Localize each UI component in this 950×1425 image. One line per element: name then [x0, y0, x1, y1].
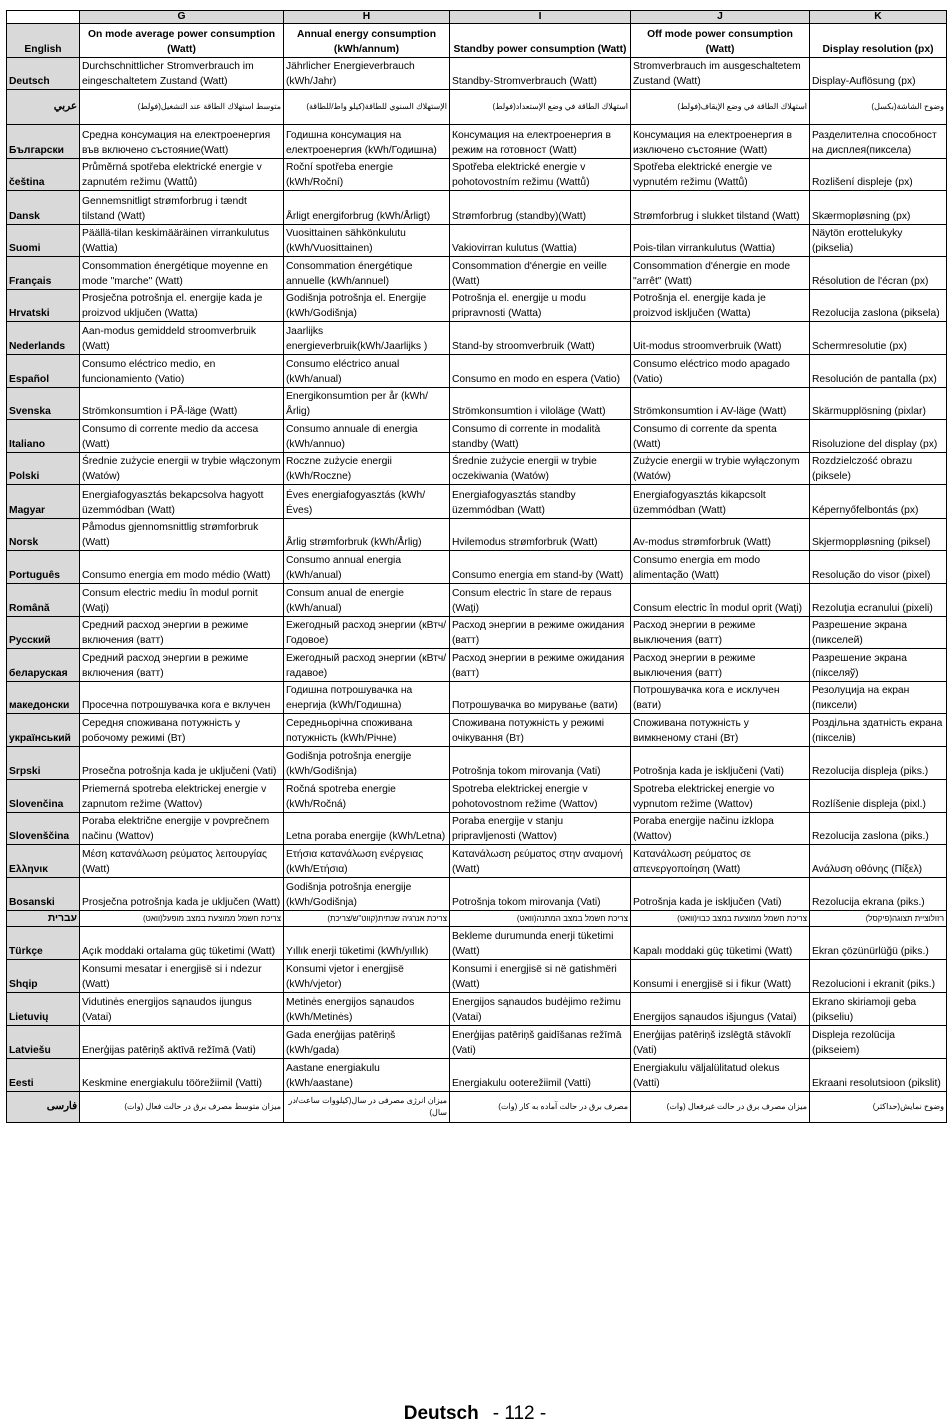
- table-cell: Näytön erottelukyky (pikselia): [810, 225, 947, 257]
- table-cell: Rozlíšenie displeja (pixl.): [810, 780, 947, 813]
- table-row: [7, 355, 947, 388]
- column-header: Standby power consumption (Watt): [450, 24, 631, 58]
- table-row: [7, 813, 947, 845]
- table-cell: Резолуција на екран (пиксели): [810, 682, 947, 714]
- language-label: Shqip: [7, 960, 80, 993]
- table-cell: Середня споживана потужність у робочому режимі (Вт): [80, 714, 284, 747]
- table-cell: Aastane energiakulu (kWh/aastane): [284, 1059, 450, 1092]
- language-label: Română: [7, 584, 80, 617]
- table-cell: Spotreba elektrickej energie v pohotovostnom režime (Wattov): [450, 780, 631, 813]
- table-cell: Średnie zużycie energii w trybie włączonym (Watów): [80, 453, 284, 485]
- language-label: Norsk: [7, 519, 80, 551]
- table-cell: Skærmopløsning (px): [810, 191, 947, 225]
- table-cell: Kapalı moddaki güç tüketimi (Watt): [631, 927, 810, 960]
- table-cell: Enerģijas patēriņš aktīvā režīmā (Vati): [80, 1026, 284, 1059]
- table-row: [7, 290, 947, 322]
- table-cell: Stromverbrauch im ausgeschaltetem Zustand (Watt): [631, 58, 810, 90]
- language-label: Български: [7, 125, 80, 159]
- table-cell: Расход энергии в режиме ожидания (ватт): [450, 649, 631, 682]
- table-row: [7, 58, 947, 90]
- table-cell: Consum electric în stare de repaus (Waţi): [450, 584, 631, 617]
- table-cell: Ежегодный расход энергии (кВтч/Годовое): [284, 617, 450, 649]
- table-cell: Consumo eléctrico modo apagado (Vatio): [631, 355, 810, 388]
- table-cell: میزان مصرف برق در حالت غیرفعال (وات): [631, 1092, 810, 1123]
- table-cell: Metinės energijos sąnaudos (kWh/Metinės): [284, 993, 450, 1026]
- column-header: Annual energy consumption (kWh/annum): [284, 24, 450, 58]
- language-label: Deutsch: [7, 58, 80, 90]
- table-row: [7, 159, 947, 191]
- table-cell: Vakiovirran kulutus (Wattia): [450, 225, 631, 257]
- table-cell: Consumo eléctrico anual (kWh/anual): [284, 355, 450, 388]
- table-cell: Consumo di corrente medio da accesa (Watt): [80, 420, 284, 453]
- table-cell: Роздільна здатність екрана (пікселів): [810, 714, 947, 747]
- table-cell: Průměrná spotřeba elektrické energie v zapnutém režimu (Wattů): [80, 159, 284, 191]
- table-row: [7, 388, 947, 420]
- table-row: [7, 845, 947, 878]
- table-cell: Consumo energia em modo médio (Watt): [80, 551, 284, 584]
- table-cell: Prosečna potrošnja kada je uključeni (Vati): [80, 747, 284, 780]
- language-label: Magyar: [7, 485, 80, 519]
- table-cell: Energijos sąnaudos išjungus (Vatai): [631, 993, 810, 1026]
- table-cell: Vuosittainen sähkönkulutu (kWh/Vuosittainen): [284, 225, 450, 257]
- column-header: Display resolution (px): [810, 24, 947, 58]
- table-cell: Påmodus gjennomsnittlig strømforbruk (Watt): [80, 519, 284, 551]
- table-cell: Consumo en modo en espera (Vatio): [450, 355, 631, 388]
- table-cell: Jährlicher Energieverbrauch (kWh/Jahr): [284, 58, 450, 90]
- table-cell: Energiakulu väljalülitatud olekus (Vatti): [631, 1059, 810, 1092]
- table-cell: Stand-by stroomverbruik (Watt): [450, 322, 631, 355]
- table-cell: استهلاك الطاقة في وضع الإيقاف(فولط): [631, 90, 810, 125]
- table-cell: Schermresolutie (px): [810, 322, 947, 355]
- table-cell: Potrošnja kada je isključen (Vati): [631, 878, 810, 911]
- table-cell: Κατανάλωση ρεύματος σε απενεργοποίηση (Watt): [631, 845, 810, 878]
- table-cell: Ekran çözünürlüğü (piks.): [810, 927, 947, 960]
- table-cell: Consumo di corrente da spenta (Watt): [631, 420, 810, 453]
- table-cell: Energiafogyasztás standby üzemmódban (Watt): [450, 485, 631, 519]
- table-row: [7, 911, 947, 927]
- header-row: [7, 24, 947, 58]
- table-cell: Potrošnja tokom mirovanja (Vati): [450, 878, 631, 911]
- table-cell: Durchschnittlicher Stromverbrauch im eingeschaltetem Zustand (Watt): [80, 58, 284, 90]
- table-cell: Letna poraba energije (kWh/Letna): [284, 813, 450, 845]
- language-label: Français: [7, 257, 80, 290]
- table-cell: Årlig strømforbruk (kWh/Årlig): [284, 519, 450, 551]
- table-row: [7, 584, 947, 617]
- table-cell: Μέση κατανάλωση ρεύματος λειτουργίας (Watt): [80, 845, 284, 878]
- table-cell: وضوح الشاشة(بكسل): [810, 90, 947, 125]
- table-row: [7, 682, 947, 714]
- table-cell: Vidutinės energijos sąnaudos ijungus (Vatai): [80, 993, 284, 1026]
- language-label: Italiano: [7, 420, 80, 453]
- column-letter: I: [450, 11, 631, 24]
- language-label: беларуская: [7, 649, 80, 682]
- table-cell: Yıllık enerji tüketimi (kWh/yıllık): [284, 927, 450, 960]
- language-label: Suomi: [7, 225, 80, 257]
- table-cell: Расход энергии в режиме ожидания (ватт): [450, 617, 631, 649]
- table-cell: Rezolucija zaslona (piksela): [810, 290, 947, 322]
- table-cell: Consumo energia em modo alimentação (Watt): [631, 551, 810, 584]
- table-row: [7, 1026, 947, 1059]
- table-cell: Prosječna potrošnja kada je uključen (Watt): [80, 878, 284, 911]
- table-cell: צריכת חשמל במצב המתנה(וואט): [450, 911, 631, 927]
- table-cell: Uit-modus stroomverbruik (Watt): [631, 322, 810, 355]
- table-row: [7, 617, 947, 649]
- table-cell: Skärmupplösning (pixlar): [810, 388, 947, 420]
- table-cell: Konsumi i energjisë si i fikur (Watt): [631, 960, 810, 993]
- table-cell: Godišnja potrošnja el. Energije (kWh/Godišnja): [284, 290, 450, 322]
- table-cell: Potrošnja tokom mirovanja (Vati): [450, 747, 631, 780]
- table-cell: Godišnja potrošnja energije (kWh/Godišnja): [284, 747, 450, 780]
- table-cell: Energiafogyasztás kikapcsolt üzemmódban (Watt): [631, 485, 810, 519]
- table-row: [7, 90, 947, 125]
- language-label: עברית: [7, 911, 80, 927]
- language-label: Bosanski: [7, 878, 80, 911]
- language-label: Nederlands: [7, 322, 80, 355]
- table-row: [7, 322, 947, 355]
- table-cell: Rezolucija zaslona (piks.): [810, 813, 947, 845]
- language-label: Türkçe: [7, 927, 80, 960]
- table-cell: Strömkonsumtion i AV-läge (Watt): [631, 388, 810, 420]
- table-cell: Poraba električne energije v povprečnem načinu (Wattov): [80, 813, 284, 845]
- language-label: čeština: [7, 159, 80, 191]
- language-label: Latviešu: [7, 1026, 80, 1059]
- table-cell: Gada enerģijas patēriņš (kWh/gada): [284, 1026, 450, 1059]
- table-cell: Consum anual de energie (kWh/anual): [284, 584, 450, 617]
- table-cell: میزان انرژی مصرفی در سال(کیلووات ساعت/در سال): [284, 1092, 450, 1123]
- table-cell: Rozdzielczość obrazu (piksele): [810, 453, 947, 485]
- table-cell: Średnie zużycie energii w trybie oczekiwania (Watów): [450, 453, 631, 485]
- table-cell: Расход энергии в режиме выключения (ватт): [631, 617, 810, 649]
- table-cell: Rezolucioni i ekranit (piks.): [810, 960, 947, 993]
- table-row: [7, 453, 947, 485]
- table-cell: Energijos sąnaudos budėjimo režimu (Vatai): [450, 993, 631, 1026]
- footer-language: Deutsch: [403, 1403, 479, 1424]
- table-row: [7, 993, 947, 1026]
- table-cell: Av-modus strømforbruk (Watt): [631, 519, 810, 551]
- table-cell: Consum electric mediu în modul pornit (Waţi): [80, 584, 284, 617]
- table-cell: Resolución de pantalla (px): [810, 355, 947, 388]
- table-cell: Spotřeba elektrické energie ve vypnutém režimu (Wattů): [631, 159, 810, 191]
- table-cell: Consommation énergétique moyenne en mode "marche" (Watt): [80, 257, 284, 290]
- table-cell: Consum electric în modul oprit (Waţi): [631, 584, 810, 617]
- column-letter: H: [284, 11, 450, 24]
- table-cell: Ανάλυση οθόνης (Πίξελ): [810, 845, 947, 878]
- table-cell: Roční spotřeba energie (kWh/Roční): [284, 159, 450, 191]
- table-cell: Расход энергии в режиме выключения (ватт): [631, 649, 810, 682]
- language-label: English: [7, 24, 80, 58]
- table-cell: Roczne zużycie energii (kWh/Roczne): [284, 453, 450, 485]
- table-cell: Konsumi i energjisë si në gatishmëri (Watt): [450, 960, 631, 993]
- page-number: - 112 -: [492, 1403, 547, 1424]
- column-letter: J: [631, 11, 810, 24]
- table-row: [7, 257, 947, 290]
- table-cell: Середньорічна споживана потужність (kWh/Річне): [284, 714, 450, 747]
- table-cell: Displeja rezolūcija (pikseiem): [810, 1026, 947, 1059]
- table-cell: Godišnja potrošnja energije (kWh/Godišnja): [284, 878, 450, 911]
- table-row: [7, 927, 947, 960]
- table-cell: Consommation énergétique annuelle (kWh/annuel): [284, 257, 450, 290]
- language-label: Svenska: [7, 388, 80, 420]
- table-cell: Strømforbrug (standby)(Watt): [450, 191, 631, 225]
- table-row: [7, 878, 947, 911]
- table-cell: Средна консумация на електроенергия във включено състояние(Watt): [80, 125, 284, 159]
- table-cell: Ежегодный расход энергии (кВтч/гадавое): [284, 649, 450, 682]
- table-cell: Годишна консумация на електроенергия (kWh/Годишна): [284, 125, 450, 159]
- language-label: Dansk: [7, 191, 80, 225]
- table-cell: Κατανάλωση ρεύματος στην αναμονή (Watt): [450, 845, 631, 878]
- table-cell: Просечна потрошувачка кога е вклучен: [80, 682, 284, 714]
- table-row: [7, 649, 947, 682]
- table-cell: Rezolucija displeja (piks.): [810, 747, 947, 780]
- table-cell: Bekleme durumunda enerji tüketimi (Watt): [450, 927, 631, 960]
- translation-table: [6, 10, 947, 1123]
- table-cell: Resolução do visor (pixel): [810, 551, 947, 584]
- table-cell: Rozlišení displeje (px): [810, 159, 947, 191]
- column-letter: G: [80, 11, 284, 24]
- table-cell: Consumo eléctrico medio, en funcionamiento (Vatio): [80, 355, 284, 388]
- table-cell: Potrošnja el. energije kada je proizvod isključen (Watta): [631, 290, 810, 322]
- table-cell: Potrošnja kada je isključeni (Vati): [631, 747, 810, 780]
- table-cell: Strömkonsumtion i viloläge (Watt): [450, 388, 631, 420]
- table-cell: Ετήσια κατανάλωση ενέργειας (kWh/Ετήσια): [284, 845, 450, 878]
- table-row: [7, 780, 947, 813]
- table-cell: Ročná spotreba energie (kWh/Ročná): [284, 780, 450, 813]
- language-label: Slovenščina: [7, 813, 80, 845]
- table-row: [7, 225, 947, 257]
- table-cell: وضوح نمایش(حداکثر): [810, 1092, 947, 1123]
- table-row: [7, 420, 947, 453]
- table-cell: Poraba energije načinu izklopa (Wattov): [631, 813, 810, 845]
- language-label: Português: [7, 551, 80, 584]
- table-cell: Strömkonsumtion i PÅ-läge (Watt): [80, 388, 284, 420]
- language-label: македонски: [7, 682, 80, 714]
- table-cell: Консумация на електроенергия в изключено състояние (Watt): [631, 125, 810, 159]
- table-cell: Потрошувачка во мирување (вати): [450, 682, 631, 714]
- table-cell: Консумация на електроенергия в режим на готовност (Watt): [450, 125, 631, 159]
- table-cell: Jaarlijks energieverbruik(kWh/Jaarlijks ): [284, 322, 450, 355]
- table-cell: צריכת חשמל ממוצעת במצב מופעל(וואט): [80, 911, 284, 927]
- table-cell: Päällä-tilan keskimääräinen virrankulutus (Wattia): [80, 225, 284, 257]
- table-row: [7, 960, 947, 993]
- language-label: عربي: [7, 90, 80, 125]
- table-cell: Enerģijas patēriņš izslēgtā stāvoklī (Vati): [631, 1026, 810, 1059]
- table-cell: Spotřeba elektrické energie v pohotovostním režimu (Wattů): [450, 159, 631, 191]
- table-cell: Rezoluţia ecranului (pixeli): [810, 584, 947, 617]
- table-cell: Consumo annuale di energia (kWh/annuo): [284, 420, 450, 453]
- language-label: Eesti: [7, 1059, 80, 1092]
- table-cell: Risoluzione del display (px): [810, 420, 947, 453]
- table-cell: Résolution de l'écran (px): [810, 257, 947, 290]
- table-cell: Zużycie energii w trybie wyłączonym (Watów): [631, 453, 810, 485]
- table-cell: Konsumi mesatar i energjisë si i ndezur (Watt): [80, 960, 284, 993]
- corner-cell: [7, 11, 80, 24]
- column-header: On mode average power consumption (Watt): [80, 24, 284, 58]
- language-label: Español: [7, 355, 80, 388]
- table-cell: Gennemsnitligt strømforbrug i tændt tilstand (Watt): [80, 191, 284, 225]
- table-cell: Display-Auflösung (px): [810, 58, 947, 90]
- table-cell: Разрешение экрана (пікселяў): [810, 649, 947, 682]
- table-row: [7, 1059, 947, 1092]
- table-cell: Poraba energije v stanju pripravljenosti (Wattov): [450, 813, 631, 845]
- table-cell: Consommation d'énergie en veille (Watt): [450, 257, 631, 290]
- table-cell: Pois-tilan virrankulutus (Wattia): [631, 225, 810, 257]
- column-letter-row: [7, 11, 947, 24]
- column-letter: K: [810, 11, 947, 24]
- table-cell: Keskmine energiakulu töörežiimil (Vatti): [80, 1059, 284, 1092]
- table-cell: Ekrano skiriamoji geba (pikseliu): [810, 993, 947, 1026]
- language-label: فارسی: [7, 1092, 80, 1123]
- table-cell: Strømforbrug i slukket tilstand (Watt): [631, 191, 810, 225]
- table-cell: Prosječna potrošnja el. energije kada je proizvod uključen (Watta): [80, 290, 284, 322]
- table-cell: רזולוציית תצוגה(פיקסל): [810, 911, 947, 927]
- table-row: [7, 191, 947, 225]
- table-cell: متوسط استهلاك الطاقة عند التشغيل(فولط): [80, 90, 284, 125]
- table-row: [7, 519, 947, 551]
- table-cell: Enerģijas patēriņš gaidīšanas režīmā (Vati): [450, 1026, 631, 1059]
- table-row: [7, 125, 947, 159]
- language-label: український: [7, 714, 80, 747]
- table-row: [7, 714, 947, 747]
- language-label: Ελληνικ: [7, 845, 80, 878]
- table-cell: Споживана потужність у вимкненому стані (Вт): [631, 714, 810, 747]
- table-cell: Energikonsumtion per år (kWh/Årlig): [284, 388, 450, 420]
- language-label: Slovenčina: [7, 780, 80, 813]
- language-label: Srpski: [7, 747, 80, 780]
- table-cell: Årligt energiforbrug (kWh/Årligt): [284, 191, 450, 225]
- table-row: [7, 551, 947, 584]
- table-cell: میزان متوسط مصرف برق در حالت فعال (وات): [80, 1092, 284, 1123]
- table-row: [7, 747, 947, 780]
- table-cell: Energiafogyasztás bekapcsolva hagyott üzemmódban (Watt): [80, 485, 284, 519]
- table-cell: Skjermoppløsning (piksel): [810, 519, 947, 551]
- table-cell: مصرف برق در حالت آماده به کار (وات): [450, 1092, 631, 1123]
- table-cell: Açık moddaki ortalama güç tüketimi (Watt): [80, 927, 284, 960]
- table-cell: Konsumi vjetor i energjisë (kWh/vjetor): [284, 960, 450, 993]
- table-cell: Потрошувачка кога е исклучен (вати): [631, 682, 810, 714]
- table-cell: Consumo di corrente in modalità standby (Watt): [450, 420, 631, 453]
- language-label: Polski: [7, 453, 80, 485]
- table-cell: Consumo annual energia (kWh/anual): [284, 551, 450, 584]
- table-cell: Energiakulu ooterežiimil (Vatti): [450, 1059, 631, 1092]
- table-cell: צריכת אנרגיה שנתית(קווט"ש/צריכת): [284, 911, 450, 927]
- column-header: Off mode power consumption (Watt): [631, 24, 810, 58]
- table-cell: Consommation d'énergie en mode "arrêt" (Watt): [631, 257, 810, 290]
- table-cell: Средний расход энергии в режиме включения (ватт): [80, 617, 284, 649]
- language-label: Hrvatski: [7, 290, 80, 322]
- table-cell: Képernyőfelbontás (px): [810, 485, 947, 519]
- table-cell: Priemerná spotreba elektrickej energie v zapnutom režime (Wattov): [80, 780, 284, 813]
- table-cell: Éves energiafogyasztás (kWh/Éves): [284, 485, 450, 519]
- table-cell: Годишна потрошувачка на енергија (kWh/Годишна): [284, 682, 450, 714]
- table-cell: Rezolucija ekrana (piks.): [810, 878, 947, 911]
- table-cell: צריכת חשמל ממוצעת במצב כבוי(וואט): [631, 911, 810, 927]
- table-cell: الإستهلاك السنوي للطاقة(كيلو واط/للطاقة): [284, 90, 450, 125]
- table-row: [7, 485, 947, 519]
- table-cell: Разделителна способност на дисплея(пиксела): [810, 125, 947, 159]
- language-label: Lietuvių: [7, 993, 80, 1026]
- table-cell: استهلاك الطاقة في وضع الإستعداد(فولط): [450, 90, 631, 125]
- table-cell: Средний расход энергии в режиме включения (ватт): [80, 649, 284, 682]
- table-cell: Standby-Stromverbrauch (Watt): [450, 58, 631, 90]
- language-label: Русский: [7, 617, 80, 649]
- table-cell: Consumo energia em stand-by (Watt): [450, 551, 631, 584]
- table-cell: Potrošnja el. energije u modu pripravnosti (Watta): [450, 290, 631, 322]
- table-cell: Aan-modus gemiddeld stroomverbruik (Watt): [80, 322, 284, 355]
- table-cell: Ekraani resolutsioon (pikslit): [810, 1059, 947, 1092]
- table-cell: Spotreba elektrickej energie vo vypnutom režime (Wattov): [631, 780, 810, 813]
- table-cell: Hvilemodus strømforbruk (Watt): [450, 519, 631, 551]
- table-cell: Разрешение экрана (пикселей): [810, 617, 947, 649]
- table-row: [7, 1092, 947, 1123]
- table-cell: Споживана потужність у режимі очікування (Вт): [450, 714, 631, 747]
